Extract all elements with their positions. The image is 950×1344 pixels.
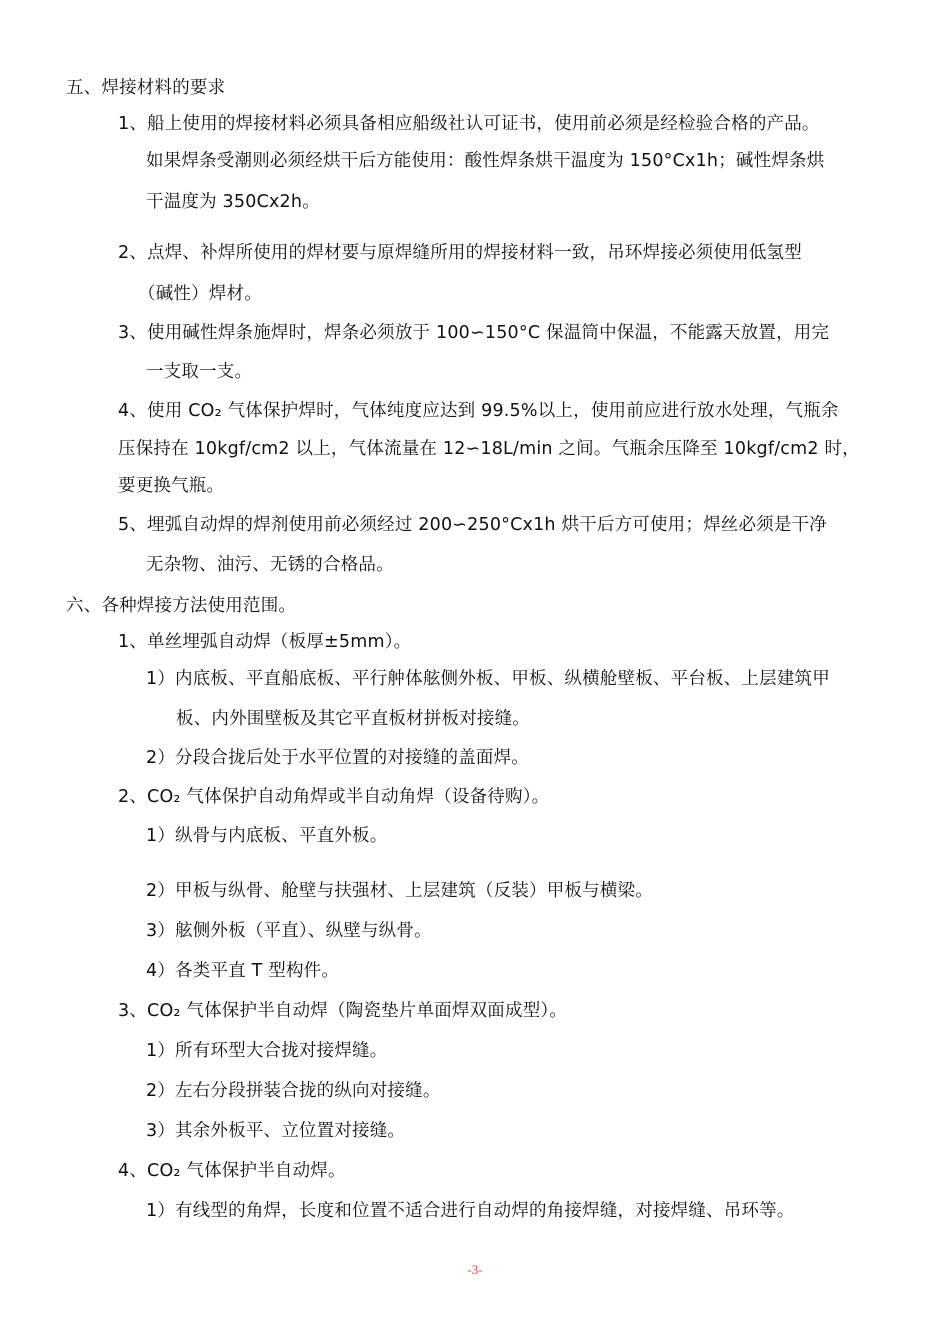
- s6-group-2-sub-1: 1）纵骨与内底板、平直外板。: [146, 826, 388, 846]
- section-5-heading: 五、焊接材料的要求: [66, 78, 226, 98]
- s5-item-1-line-2: 如果焊条受潮则必须经烘干后方能使用：酸性焊条烘干温度为 150°Cx1h；碱性焊条烘: [146, 151, 825, 171]
- s5-item-5-line-1: 5、埋弧自动焊的焊剂使用前必须经过 200∽250°Cx1h 烘干后方可使用；焊丝必须是干净: [118, 515, 827, 535]
- s5-item-5-line-2: 无杂物、油污、无锈的合格品。: [146, 555, 394, 575]
- s5-item-3-line-2: 一支取一支。: [146, 362, 253, 382]
- section-6-heading: 六、各种焊接方法使用范围。: [66, 596, 297, 616]
- s5-item-2-line-1: 2、点焊、补焊所使用的焊材要与原焊缝所用的焊接材料一致，吊环焊接必须使用低氢型: [118, 243, 802, 263]
- s6-group-1-sub-1-line-1: 1）内底板、平直船底板、平行舯体舷侧外板、甲板、纵横舱壁板、平台板、上层建筑甲: [146, 669, 830, 689]
- s6-group-2-title: 2、CO₂ 气体保护自动角焊或半自动角焊（设备待购）。: [118, 787, 550, 807]
- s6-group-2-sub-4: 4）各类平直 T 型构件。: [146, 961, 340, 981]
- s5-item-3-line-1: 3、使用碱性焊条施焊时，焊条必须放于 100∽150°C 保温筒中保温，不能露天放置，用完: [118, 323, 830, 343]
- page-number: -3-: [467, 1262, 483, 1277]
- s6-group-3-sub-2: 2）左右分段拼装合拢的纵向对接缝。: [146, 1081, 441, 1101]
- s6-group-3-sub-1: 1）所有环型大合拢对接焊缝。: [146, 1041, 388, 1061]
- s5-item-4-line-1: 4、使用 CO₂ 气体保护焊时，气体纯度应达到 99.5%以上，使用前应进行放水处理，气瓶余: [118, 401, 839, 421]
- s6-group-1-sub-1-line-2: 板、内外围壁板及其它平直板材拼板对接缝。: [176, 709, 530, 729]
- s5-item-1-line-1: 1、船上使用的焊接材料必须具备相应船级社认可证书，使用前必须是经检验合格的产品。: [118, 114, 820, 134]
- s5-item-1-line-3: 干温度为 350Cx2h。: [146, 192, 320, 212]
- s6-group-1-sub-2: 2）分段合拢后处于水平位置的对接缝的盖面焊。: [146, 748, 530, 768]
- s6-group-1-title: 1、单丝埋弧自动焊（板厚±5mm）。: [118, 632, 412, 652]
- s6-group-3-title: 3、CO₂ 气体保护半自动焊（陶瓷垫片单面焊双面成型）。: [118, 1001, 568, 1021]
- s6-group-2-sub-2: 2）甲板与纵骨、舱壁与扶强材、上层建筑（反装）甲板与横梁。: [146, 881, 653, 901]
- s6-group-3-sub-3: 3）其余外板平、立位置对接缝。: [146, 1121, 406, 1141]
- s6-group-2-sub-3: 3）舷侧外板（平直）、纵壁与纵骨。: [146, 921, 432, 941]
- s5-item-2-line-2: （碱性）焊材。: [138, 284, 262, 304]
- s6-group-4-sub-1: 1）有线型的角焊，长度和位置不适合进行自动焊的角接焊缝，对接焊缝、吊环等。: [146, 1201, 795, 1221]
- s5-item-4-line-3: 要更换气瓶。: [118, 476, 225, 496]
- s6-group-4-title: 4、CO₂ 气体保护半自动焊。: [118, 1161, 346, 1181]
- s5-item-4-line-2: 压保持在 10kgf/cm2 以上，气体流量在 12∽18L/min 之间。气瓶余压降至 10kgf/cm2 时，: [118, 439, 860, 459]
